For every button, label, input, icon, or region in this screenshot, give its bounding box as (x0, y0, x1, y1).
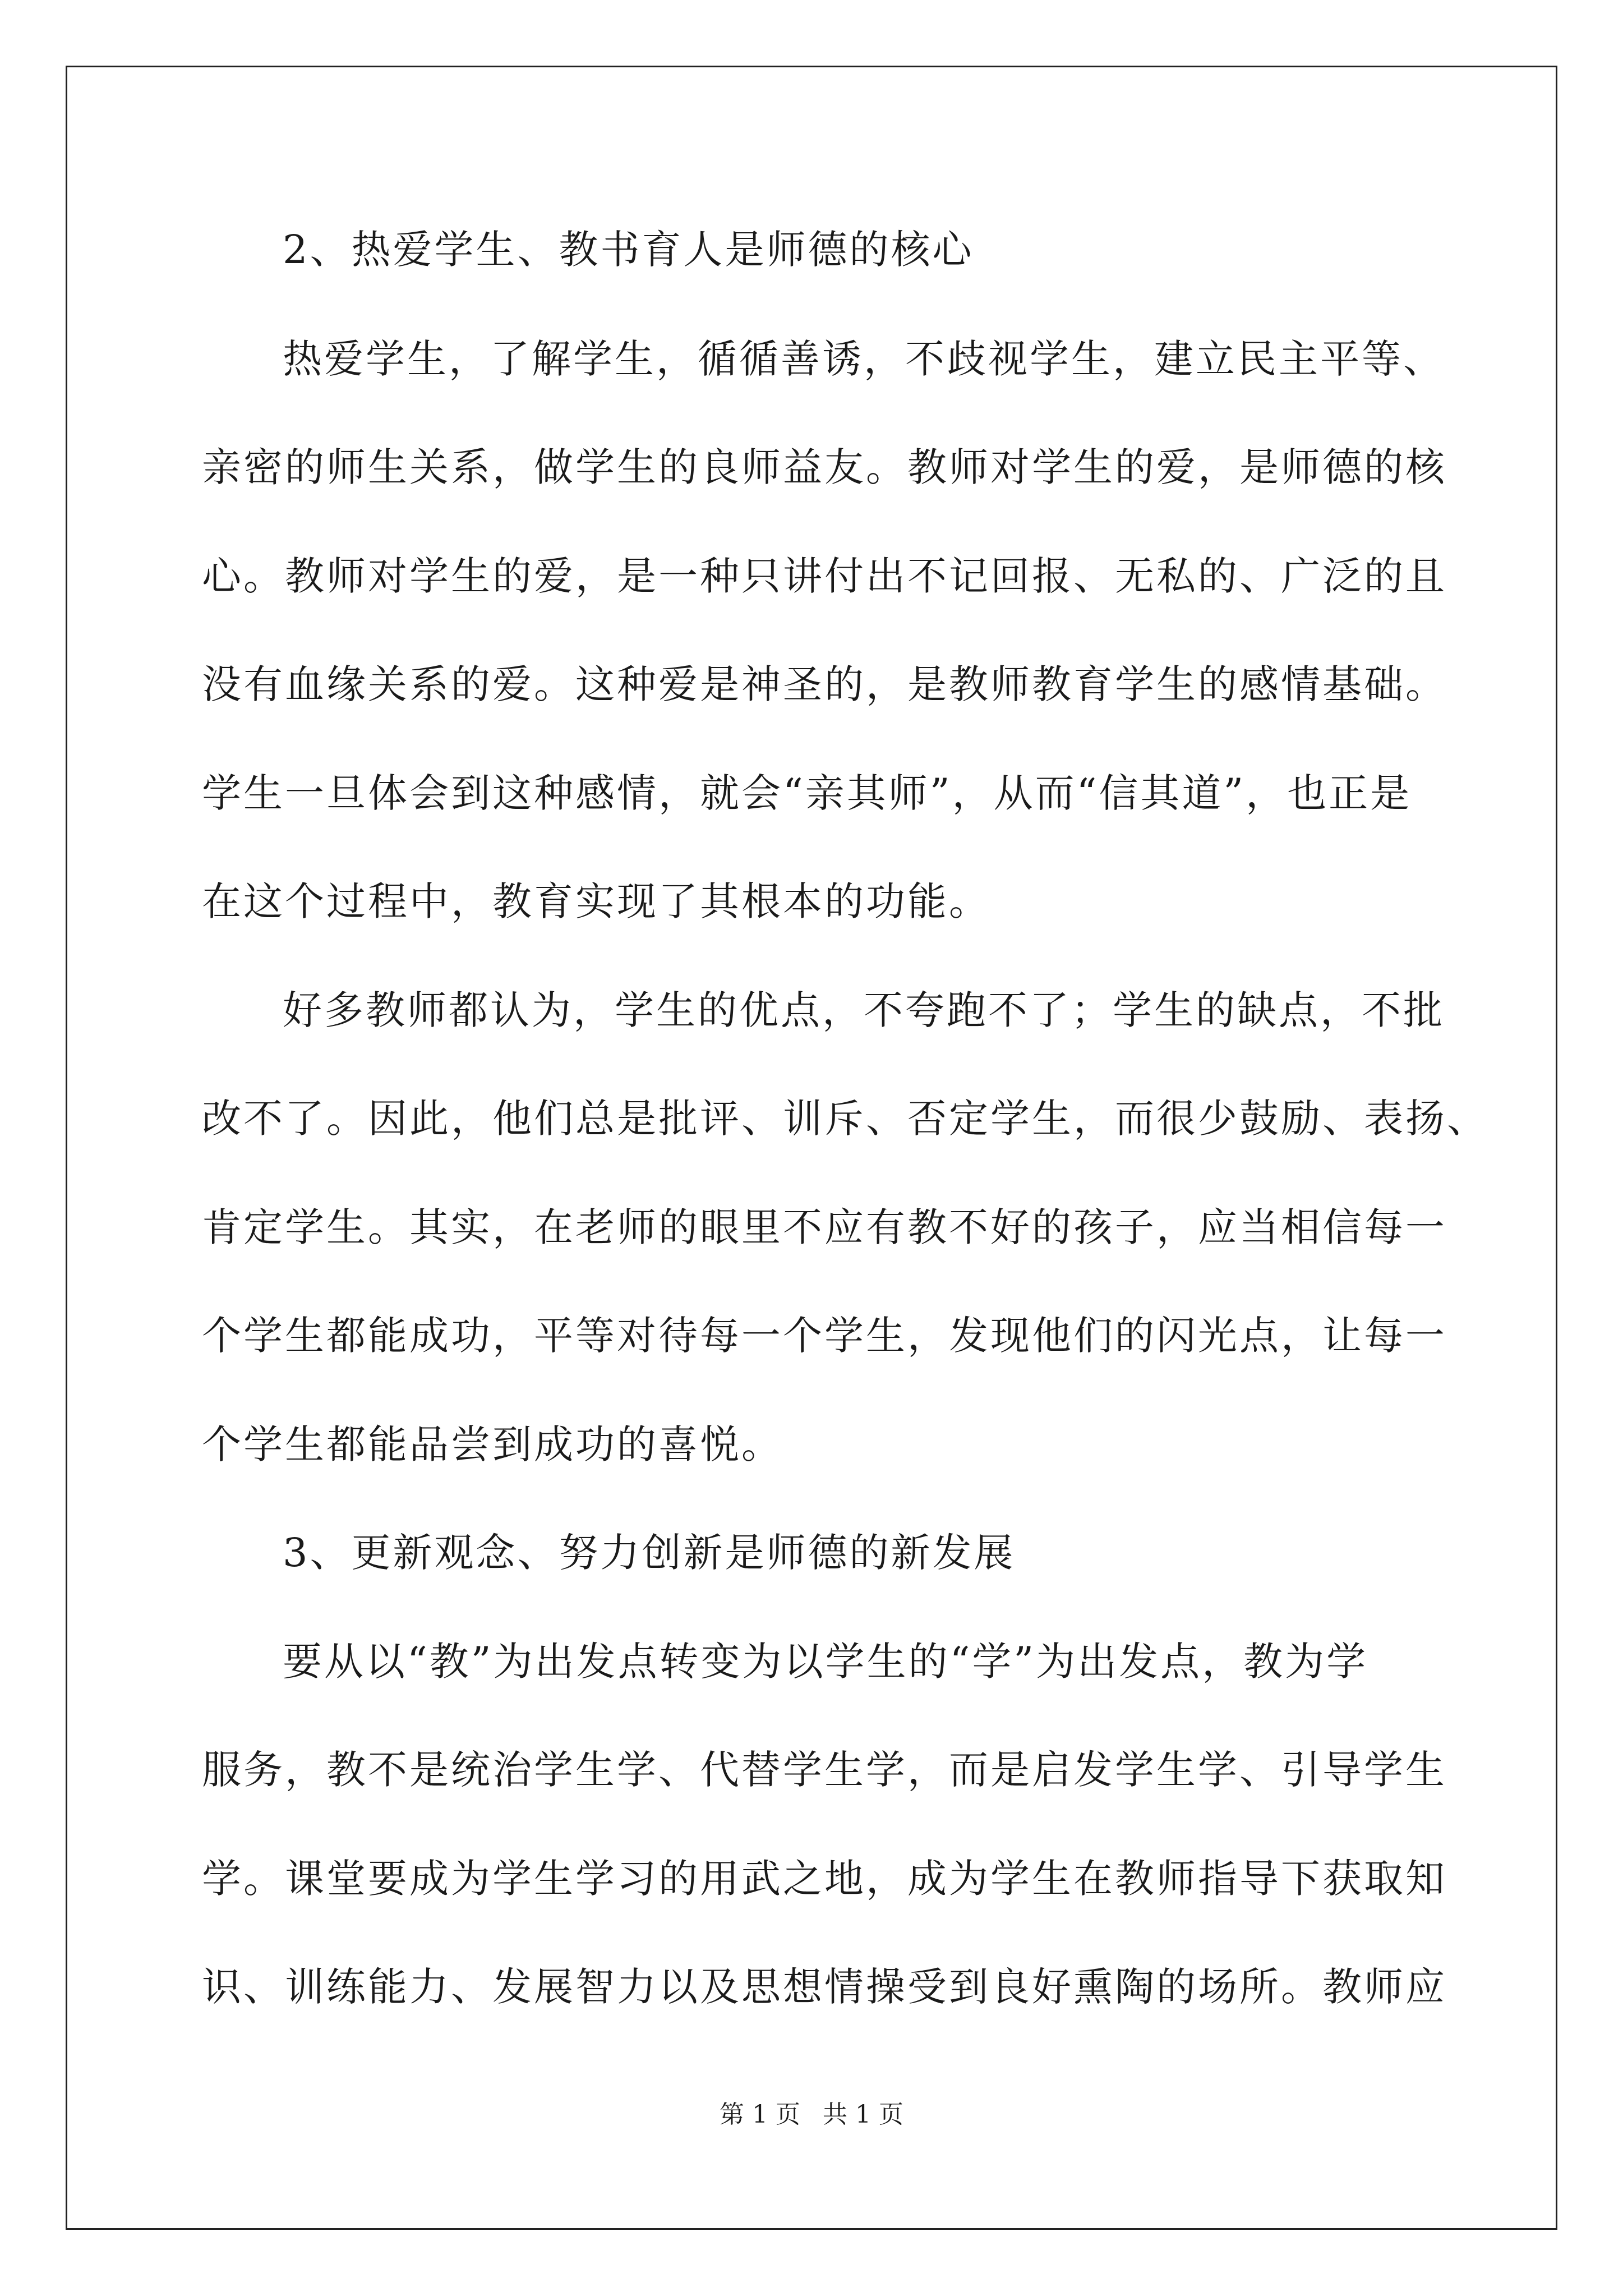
text-line: 在这个过程中，教育实现了其根本的功能。 (202, 878, 990, 924)
page-number: 第 1 页 (720, 2100, 800, 2129)
text-line: 学生一旦体会到这种感情，就会“亲其师”，从而“信其道”，也正是 (202, 770, 1412, 816)
text-line: 要从以“教”为出发点转变为以学生的“学”为出发点，教为学 (283, 1639, 1368, 1685)
page-total: 共 1 页 (823, 2100, 903, 2129)
text-line: 肯定学生。其实，在老师的眼里不应有教不好的孩子，应当相信每一 (202, 1204, 1447, 1250)
text-line: 心。教师对学生的爱，是一种只讲付出不记回报、无私的、广泛的且 (202, 553, 1447, 599)
page-footer (0, 2098, 1623, 2132)
text-line: 服务，教不是统治学生学、代替学生学，而是启发学生学、引导学生 (202, 1747, 1447, 1793)
text-line: 好多教师都认为，学生的优点，不夸跑不了；学生的缺点，不批 (283, 987, 1445, 1033)
text-line: 没有血缘关系的爱。这种爱是神圣的，是教师教育学生的感情基础。 (202, 661, 1447, 707)
text-line: 热爱学生，了解学生，循循善诱，不歧视学生，建立民主平等、 (283, 336, 1445, 382)
text-line: 个学生都能品尝到成功的喜悦。 (202, 1421, 783, 1467)
text-line: 亲密的师生关系，做学生的良师益友。教师对学生的爱，是师德的核 (202, 444, 1447, 490)
text-line: 改不了。因此，他们总是批评、训斥、否定学生，而很少鼓励、表扬、 (202, 1096, 1488, 1142)
text-line: 个学生都能成功，平等对待每一个学生，发现他们的闪光点，让每一 (202, 1313, 1447, 1359)
text-line: 学。课堂要成为学生学习的用武之地，成为学生在教师指导下获取知 (202, 1856, 1447, 1902)
section-heading-2: 2、热爱学生、教书育人是师德的核心 (283, 227, 974, 273)
text-line: 识、训练能力、发展智力以及思想情操受到良好熏陶的场所。教师应 (202, 1964, 1447, 2010)
section-heading-3: 3、更新观念、努力创新是师德的新发展 (283, 1530, 1016, 1576)
